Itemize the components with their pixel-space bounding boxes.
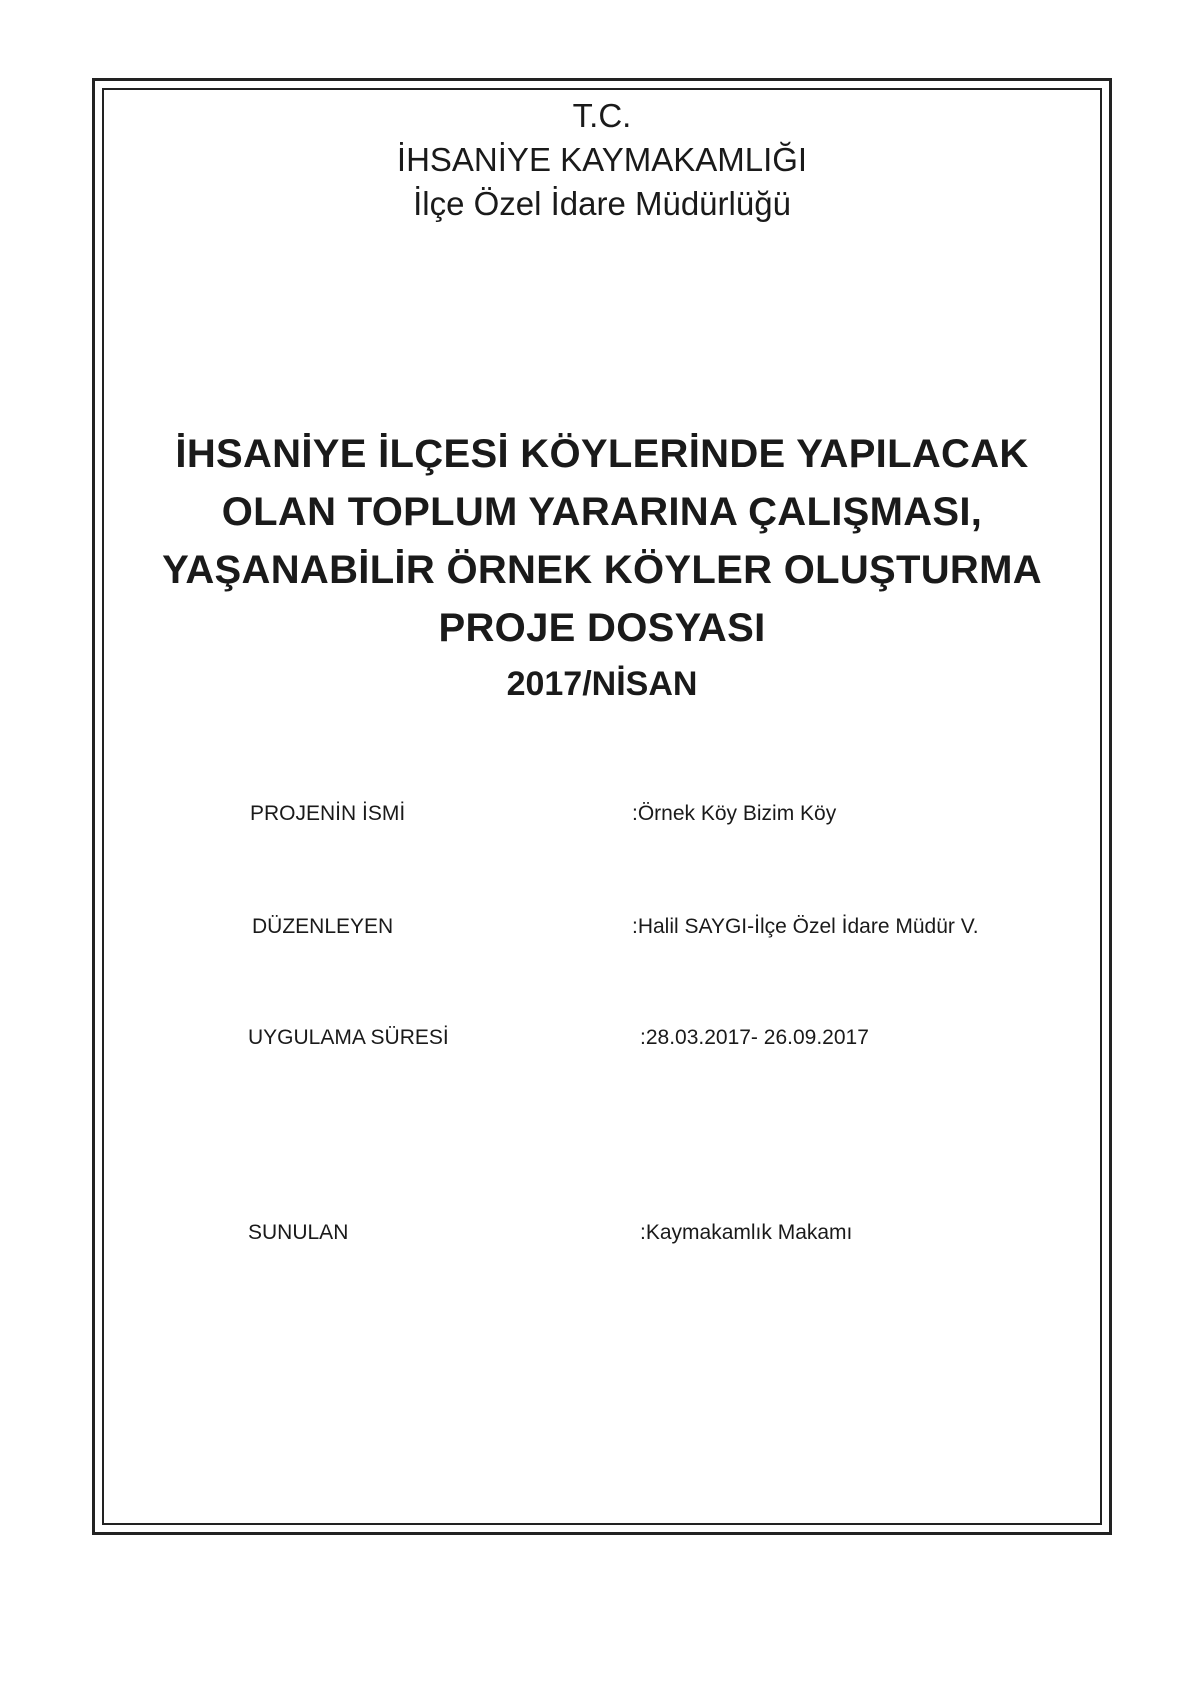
title-line-2: OLAN TOPLUM YARARINA ÇALIŞMASI, <box>221 490 983 534</box>
field-label: SUNULAN <box>248 1221 349 1244</box>
title-line-1: İHSANİYE İLÇESİ KÖYLERİNDE YAPILACAK <box>175 432 1029 476</box>
field-label: DÜZENLEYEN <box>252 915 394 938</box>
field-submitted-to <box>0 1219 1200 1249</box>
field-value: :Kaymakamlık Makamı <box>640 1221 853 1244</box>
header-district-governorship: İHSANİYE KAYMAKAMLIĞI <box>396 141 808 178</box>
title-line-4: PROJE DOSYASI <box>438 606 766 650</box>
field-label: PROJENİN İSMİ <box>250 802 406 825</box>
field-project-name <box>0 800 1200 830</box>
header-tc: T.C. <box>572 97 632 134</box>
field-duration <box>0 1024 1200 1054</box>
field-value: :28.03.2017- 26.09.2017 <box>640 1026 869 1049</box>
field-value: :Halil SAYGI-İlçe Özel İdare Müdür V. <box>632 915 979 938</box>
institution-header <box>102 94 1102 226</box>
title-date: 2017/NİSAN <box>506 665 698 703</box>
field-value: :Örnek Köy Bizim Köy <box>632 802 837 825</box>
title-line-3: YAŞANABİLİR ÖRNEK KÖYLER OLUŞTURMA <box>162 548 1042 592</box>
header-directorate: İlçe Özel İdare Müdürlüğü <box>413 185 791 222</box>
field-prepared-by <box>0 913 1200 943</box>
field-label: UYGULAMA SÜRESİ <box>248 1026 449 1049</box>
document-title <box>102 425 1102 709</box>
